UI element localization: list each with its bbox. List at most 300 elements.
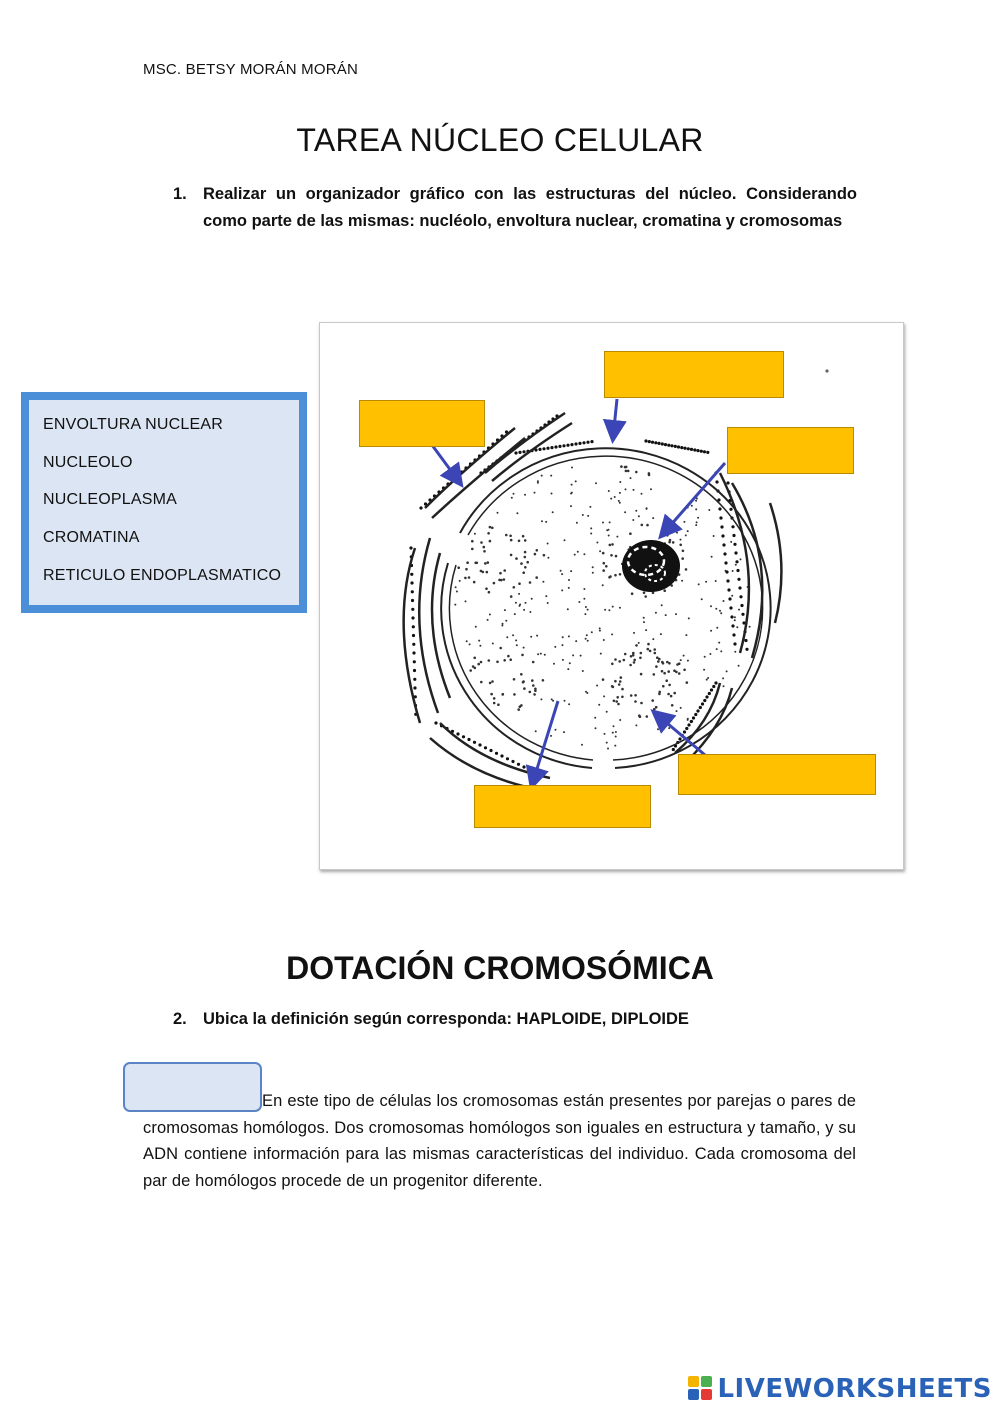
chromatin-dot	[555, 729, 557, 731]
chromatin-dot	[607, 748, 609, 750]
chromatin-dot	[586, 692, 588, 694]
ribosome-dot	[690, 448, 693, 451]
chromatin-dot	[594, 717, 596, 719]
ribosome-dot	[412, 651, 415, 654]
chromatin-dot	[513, 586, 516, 589]
ribosome-dot	[546, 447, 549, 450]
ribosome-dot	[648, 440, 651, 443]
ribosome-dot	[495, 752, 498, 755]
chromatin-dot	[583, 553, 585, 555]
ribosome-dot	[473, 741, 476, 744]
chromatin-dot	[648, 472, 651, 475]
chromatin-dot	[529, 611, 531, 613]
chromatin-dot	[718, 642, 720, 644]
chromatin-dot	[716, 627, 718, 629]
ribosome-dot	[719, 516, 722, 519]
chromatin-dot	[554, 646, 556, 648]
chromatin-dot	[658, 658, 661, 661]
chromatin-dot	[493, 697, 496, 700]
chromatin-dot	[612, 732, 614, 734]
chromatin-dot	[501, 693, 504, 696]
chromatin-dot	[619, 502, 621, 504]
chromatin-dot	[681, 580, 683, 582]
ribosome-dot	[412, 625, 415, 628]
chromatin-dot	[520, 562, 523, 565]
chromatin-dot	[489, 682, 492, 685]
chromatin-dot	[457, 566, 460, 569]
chromatin-dot	[513, 678, 516, 681]
chromatin-dot	[618, 660, 621, 663]
chromatin-dot	[480, 541, 483, 544]
ribosome-dot	[712, 685, 715, 688]
chromatin-dot	[534, 553, 537, 556]
ribosome-dot	[412, 643, 415, 646]
drop-zone-3[interactable]	[727, 427, 854, 474]
chromatin-dot	[668, 662, 671, 665]
chromatin-dot	[651, 699, 654, 702]
chromatin-dot	[550, 475, 552, 477]
chromatin-dot	[473, 581, 476, 584]
chromatin-dot	[542, 581, 544, 583]
chromatin-dot	[687, 718, 689, 720]
chromatin-dot	[561, 589, 563, 591]
chromatin-dot	[674, 524, 676, 526]
chromatin-dot	[667, 693, 670, 696]
chromatin-dot	[606, 711, 608, 713]
chromatin-dot	[523, 647, 525, 649]
ribosome-dot	[690, 720, 693, 723]
chromatin-dot	[524, 494, 526, 496]
ribosome-dot	[718, 507, 721, 510]
chromatin-dot	[496, 661, 499, 664]
ribosome-dot	[672, 748, 675, 751]
ribosome-dot	[727, 588, 730, 591]
chromatin-dot	[732, 570, 734, 572]
chromatin-dot	[697, 517, 699, 519]
word-bank-item[interactable]: ENVOLTURA NUCLEAR	[43, 416, 224, 433]
chromatin-dot	[715, 580, 717, 582]
chromatin-dot	[497, 512, 499, 514]
chromatin-dot	[695, 508, 697, 510]
chromatin-dot	[489, 540, 492, 543]
chromatin-dot	[631, 592, 634, 595]
ribosome-dot	[735, 560, 738, 563]
chromatin-dot	[540, 653, 542, 655]
chromatin-dot	[587, 515, 589, 517]
chromatin-dot	[667, 670, 670, 673]
chromatin-dot	[526, 561, 529, 564]
chromatin-dot	[653, 648, 656, 651]
chromatin-dot	[735, 564, 737, 566]
chromatin-dot	[603, 695, 605, 697]
chromatin-dot	[632, 654, 635, 657]
ribosome-dot	[489, 749, 492, 752]
chromatin-dot	[487, 532, 490, 535]
chromatin-dot	[640, 652, 643, 655]
word-bank	[21, 392, 307, 613]
chromatin-dot	[532, 684, 535, 687]
ribosome-dot	[723, 552, 726, 555]
chromatin-dot	[531, 679, 534, 682]
chromatin-dot	[592, 566, 594, 568]
chromatin-dot	[547, 557, 549, 559]
chromatin-dot	[738, 609, 740, 611]
chromatin-dot	[653, 708, 656, 711]
chromatin-dot	[473, 657, 476, 660]
chromatin-dot	[616, 536, 618, 538]
ribosome-dot	[745, 648, 748, 651]
chromatin-dot	[520, 673, 523, 676]
chromatin-dot	[465, 568, 468, 571]
chromatin-dot	[571, 467, 573, 469]
chromatin-dot	[708, 509, 710, 511]
chromatin-dot	[644, 595, 647, 598]
ribosome-dot	[484, 746, 487, 749]
ribosome-dot	[741, 613, 744, 616]
chromatin-dot	[655, 665, 658, 668]
chromatin-dot	[492, 643, 494, 645]
word-bank-item[interactable]: CROMATINA	[43, 529, 140, 546]
author-name: MSC. BETSY MORÁN MORÁN	[143, 61, 358, 78]
chromatin-dot	[596, 685, 598, 687]
chromatin-dot	[624, 653, 627, 656]
chromatin-dot	[679, 544, 682, 547]
chromatin-dot	[547, 543, 549, 545]
chromatin-dot	[643, 592, 646, 595]
chromatin-dot	[619, 719, 621, 721]
ribosome-dot	[411, 599, 414, 602]
chromatin-dot	[706, 679, 708, 681]
chromatin-dot	[575, 480, 577, 482]
chromatin-dot	[590, 527, 592, 529]
chromatin-dot	[633, 659, 636, 662]
chromatin-dot	[513, 693, 516, 696]
chromatin-dot	[685, 534, 687, 536]
chromatin-dot	[543, 554, 546, 557]
chromatin-dot	[491, 527, 494, 530]
chromatin-dot	[561, 573, 563, 575]
chromatin-dot	[680, 659, 682, 661]
definition-text: En este tipo de células los cromosomas están presentes por parejas o pares de cromosomas homólogos. Dos cromosomas homólogos son iguales en estructura y tamaño, y su ADN contiene información para las mismas características del individuo. Cada cromosoma del par de homólogos procede de un progenitor diferente.	[143, 1092, 856, 1190]
chromatin-dot	[698, 583, 700, 585]
ribosome-dot	[654, 441, 657, 444]
chromatin-dot	[652, 517, 654, 519]
chromatin-dot	[713, 535, 715, 537]
chromatin-dot	[507, 655, 510, 658]
chromatin-dot	[716, 648, 718, 650]
chromatin-dot	[515, 639, 517, 641]
chromatin-dot	[524, 539, 527, 542]
ribosome-dot	[721, 534, 724, 537]
chromatin-dot	[647, 643, 650, 646]
question-1-number: 1.	[173, 185, 187, 203]
chromatin-dot	[646, 715, 649, 718]
ribosome-dot	[726, 579, 729, 582]
chromatin-dot	[660, 633, 662, 635]
chromatin-dot	[564, 539, 566, 541]
chromatin-dot	[610, 554, 613, 557]
ribosome-dot	[462, 735, 465, 738]
chromatin-dot	[570, 493, 572, 495]
chromatin-dot	[608, 535, 610, 537]
chromatin-dot	[749, 626, 751, 628]
chromatin-dot	[647, 648, 650, 651]
chromatin-dot	[456, 591, 458, 593]
chromatin-dot	[522, 535, 525, 538]
ribosome-dot	[651, 441, 654, 444]
ribosome-dot	[664, 443, 667, 446]
chromatin-dot	[518, 540, 521, 543]
word-bank-item[interactable]: NUCLEOPLASMA	[43, 491, 177, 508]
chromatin-dot	[487, 561, 490, 564]
question-2	[173, 1010, 689, 1029]
chromatin-dot	[547, 602, 549, 604]
chromatin-dot	[734, 619, 736, 621]
chromatin-dot	[634, 694, 637, 697]
answer-input-box[interactable]	[123, 1062, 262, 1112]
liveworksheets-logo-icon	[688, 1376, 714, 1402]
chromatin-dot	[613, 725, 615, 727]
chromatin-dot	[534, 688, 537, 691]
chromatin-dot	[682, 550, 685, 553]
chromatin-dot	[586, 634, 588, 636]
chromatin-dot	[734, 616, 736, 618]
ribosome-dot	[558, 445, 561, 448]
chromatin-dot	[498, 579, 501, 582]
chromatin-dot	[576, 522, 578, 524]
ribosome-dot	[670, 444, 673, 447]
ribosome-dot	[714, 681, 717, 684]
chromatin-dot	[516, 512, 518, 514]
chromatin-dot	[625, 466, 628, 469]
chromatin-dot	[582, 514, 584, 516]
chromatin-dot	[486, 571, 489, 574]
chromatin-dot	[513, 493, 515, 495]
chromatin-dot	[630, 477, 632, 479]
chromatin-dot	[475, 626, 477, 628]
chromatin-dot	[709, 653, 711, 655]
chromatin-dot	[577, 551, 579, 553]
chromatin-dot	[635, 471, 638, 474]
ribosome-dot	[700, 450, 703, 453]
chromatin-dot	[534, 492, 536, 494]
chromatin-dot	[476, 562, 479, 565]
drop-zone-5[interactable]	[474, 785, 651, 828]
chromatin-dot	[618, 500, 620, 502]
chromatin-dot	[720, 612, 722, 614]
chromatin-dot	[621, 696, 624, 699]
ribosome-dot	[687, 723, 690, 726]
chromatin-dot	[459, 580, 461, 582]
chromatin-dot	[522, 571, 525, 574]
chromatin-dot	[606, 529, 608, 531]
chromatin-dot	[581, 744, 583, 746]
chromatin-dot	[641, 493, 643, 495]
ribosome-dot	[578, 442, 581, 445]
chromatin-dot	[537, 653, 539, 655]
chromatin-dot	[635, 644, 638, 647]
chromatin-dot	[541, 475, 543, 477]
chromatin-dot	[541, 520, 543, 522]
chromatin-dot	[604, 609, 606, 611]
chromatin-dot	[512, 634, 514, 636]
chromatin-dot	[611, 543, 614, 546]
chromatin-dot	[678, 662, 681, 665]
ribosome-dot	[737, 578, 740, 581]
chromatin-dot	[602, 678, 605, 681]
chromatin-dot	[633, 632, 635, 634]
chromatin-dot	[680, 707, 682, 709]
chromatin-dot	[515, 557, 518, 560]
nuclear-envelope-lower-inner	[449, 565, 593, 760]
chromatin-dot	[720, 650, 722, 652]
chromatin-dot	[474, 533, 476, 535]
chromatin-dot	[505, 620, 507, 622]
chromatin-dot	[510, 595, 513, 598]
chromatin-dot	[683, 655, 685, 657]
chromatin-dot	[493, 582, 496, 585]
ribosome-dot	[538, 448, 541, 451]
chromatin-dot	[657, 728, 659, 730]
chromatin-dot	[499, 647, 502, 650]
chromatin-dot	[633, 661, 636, 664]
chromatin-dot	[661, 604, 663, 606]
ribosome-dot	[554, 445, 557, 448]
ribosome-dot	[456, 732, 459, 735]
chromatin-dot	[632, 519, 634, 521]
chromatin-dot	[535, 730, 537, 732]
chromatin-dot	[574, 554, 576, 556]
chromatin-dot	[529, 581, 532, 584]
chromatin-dot	[529, 691, 532, 694]
chromatin-dot	[563, 731, 565, 733]
chromatin-dot	[510, 554, 513, 557]
chromatin-dot	[531, 598, 533, 600]
chromatin-dot	[542, 679, 545, 682]
chromatin-dot	[680, 539, 682, 541]
chromatin-dot	[506, 636, 508, 638]
ribosome-dot	[586, 441, 589, 444]
chromatin-dot	[503, 578, 506, 581]
ribosome-dot	[506, 757, 509, 760]
chromatin-dot	[715, 608, 717, 610]
ribosome-dot	[582, 441, 585, 444]
chromatin-dot	[487, 619, 489, 621]
chromatin-dot	[629, 664, 632, 667]
chromatin-dot	[646, 524, 649, 527]
chromatin-dot	[624, 511, 626, 513]
chromatin-dot	[627, 470, 630, 473]
chromatin-dot	[738, 665, 740, 667]
chromatin-dot	[619, 607, 621, 609]
chromatin-dot	[599, 630, 601, 632]
chromatin-dot	[562, 644, 564, 646]
chromatin-dot	[666, 534, 669, 537]
chromatin-dot	[567, 608, 569, 610]
chromatin-dot	[620, 465, 623, 468]
ribosome-dot	[687, 447, 690, 450]
chromatin-dot	[509, 658, 512, 661]
chromatin-dot	[532, 661, 535, 664]
chromatin-dot	[653, 673, 656, 676]
nuclear-envelope-inner	[468, 456, 763, 760]
stray-dot	[825, 369, 828, 372]
drop-zone-1[interactable]	[604, 351, 784, 398]
drop-zone-2[interactable]	[359, 400, 485, 447]
ribosome-dot	[542, 447, 545, 450]
chromatin-dot	[675, 613, 677, 615]
chromatin-dot	[635, 510, 637, 512]
chromatin-dot	[465, 600, 467, 602]
chromatin-dot	[524, 566, 527, 569]
section-2-title: DOTACIÓN CROMOSÓMICA	[286, 950, 714, 986]
chromatin-dot	[678, 672, 681, 675]
chromatin-dot	[519, 604, 521, 606]
drop-zone-4[interactable]	[678, 754, 876, 795]
chromatin-dot	[562, 636, 564, 638]
chromatin-dot	[740, 558, 742, 560]
chromatin-dot	[485, 587, 488, 590]
ribosome-dot	[413, 686, 416, 689]
chromatin-dot	[719, 610, 721, 612]
ribosome-dot	[550, 446, 553, 449]
chromatin-dot	[672, 541, 675, 544]
chromatin-dot	[646, 508, 648, 510]
ribosome-dot	[699, 706, 702, 709]
chromatin-dot	[478, 640, 480, 642]
ribosome-dot	[411, 616, 414, 619]
ribosome-dot	[657, 442, 660, 445]
chromatin-dot	[466, 561, 469, 564]
chromatin-dot	[734, 651, 736, 653]
ribosome-dot	[434, 721, 437, 724]
chromatin-dot	[616, 696, 619, 699]
chromatin-dot	[643, 617, 645, 619]
ribosome-dot	[590, 440, 593, 443]
chromatin-dot	[663, 589, 666, 592]
chromatin-dot	[488, 659, 491, 662]
ribosome-dot	[738, 586, 741, 589]
word-bank-item[interactable]: RETICULO ENDOPLASMATICO	[43, 567, 282, 584]
ribosome-dot	[685, 727, 688, 730]
ribosome-dot	[708, 692, 711, 695]
chromatin-dot	[602, 584, 604, 586]
chromatin-dot	[640, 673, 643, 676]
chromatin-dot	[584, 613, 586, 615]
chromatin-dot	[552, 511, 554, 513]
chromatin-dot	[661, 731, 663, 733]
chromatin-dot	[483, 550, 486, 553]
chromatin-dot	[537, 480, 539, 482]
ribosome-dot	[411, 608, 414, 611]
chromatin-dot	[681, 557, 684, 560]
chromatin-dot	[614, 658, 617, 661]
chromatin-dot	[583, 588, 585, 590]
chromatin-dot	[625, 488, 627, 490]
chromatin-dot	[687, 660, 689, 662]
chromatin-dot	[641, 524, 644, 527]
chromatin-dot	[655, 706, 658, 709]
chromatin-dot	[608, 609, 610, 611]
chromatin-dot	[570, 570, 572, 572]
chromatin-dot	[619, 481, 621, 483]
chromatin-dot	[665, 679, 668, 682]
chromatin-dot	[609, 544, 612, 547]
chromatin-dot	[671, 704, 674, 707]
chromatin-dot	[704, 656, 706, 658]
word-bank-item[interactable]: NUCLEOLO	[43, 454, 133, 471]
chromatin-dot	[676, 710, 678, 712]
